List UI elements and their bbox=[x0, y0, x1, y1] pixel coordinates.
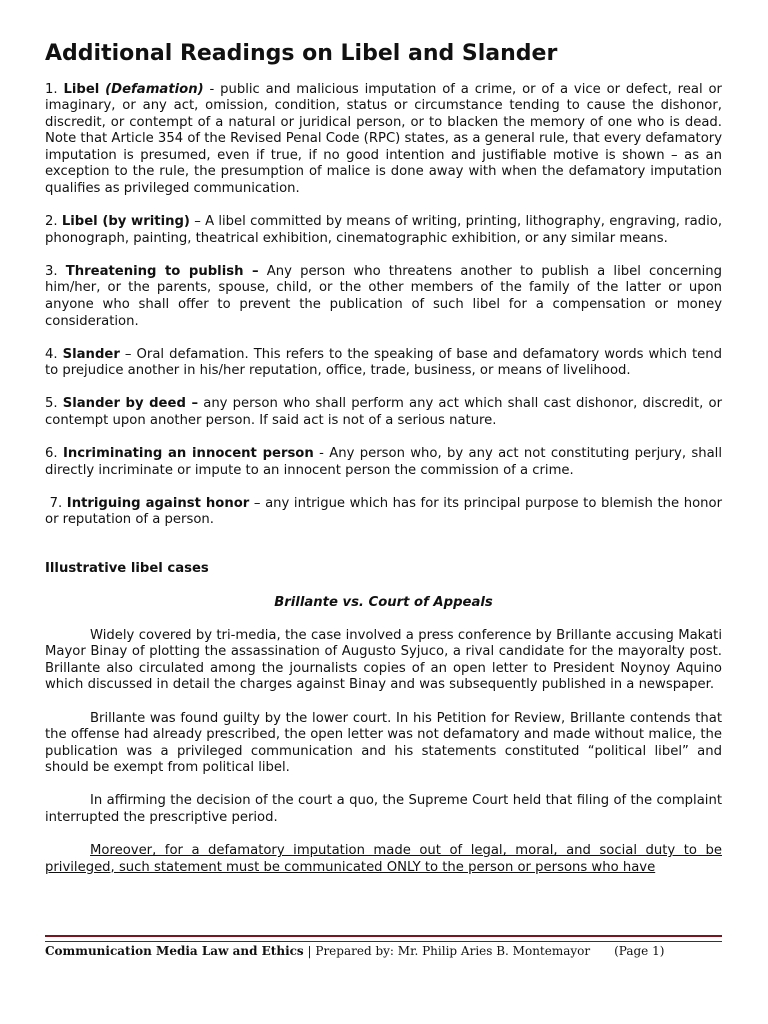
definition-item bbox=[45, 82, 722, 198]
footer-separator: | bbox=[303, 944, 316, 958]
document-page bbox=[45, 40, 722, 893]
page-footer bbox=[45, 944, 722, 958]
footer-divider bbox=[45, 935, 722, 942]
definition-separator: - bbox=[313, 446, 330, 462]
definition-text: public and malicious imputation of a crime, or of a vice or defect, real or imaginary, or any act, omission, condition, status or circumstance tending to cause the dishonor, discredit, or contempt of a natural or juridical person, or to blacken the memory of one who is dead. Note that Article 354 of the Revised Penal Code (RPC) states, as a general rule, that every defamatory imputation is presumed, even if true, if no good intention and justifiable motive is shown – as an exception to the rule, the presumption of malice is done away with when the defamatory imputation qualifies as privileged communication. bbox=[45, 81, 722, 197]
definitions-list bbox=[45, 82, 722, 529]
definition-text: Any person who, by any act not constituting perjury, shall directly incriminate or impute to an innocent person the commission of a crime. bbox=[45, 446, 722, 478]
definition-text: any intrigue which has for its principal purpose to blemish the honor or reputation of a person. bbox=[45, 495, 723, 528]
definition-number: 2. bbox=[45, 214, 58, 230]
case-paragraph: Widely covered by tri-media, the case involved a press conference by Brillante accusing Makati Mayor Binay of plotting the assassination of Augusto Syjuco, a rival candidate for the mayoralty post. Brillante also circulated among the journalists copies of an open letter to President Noynoy Aquino which discussed in detail the charges against Binay and was subsequently published in a newspaper. bbox=[45, 627, 722, 693]
definition-item bbox=[45, 496, 722, 529]
definition-item bbox=[45, 446, 722, 479]
definition-item bbox=[45, 264, 722, 330]
page-title: Additional Readings on Libel and Slander bbox=[45, 41, 558, 66]
definition-text: A libel committed by means of writing, printing, lithography, engraving, radio, phonograph, painting, theatrical exhibition, cinematographic exhibition, or any similar means. bbox=[45, 214, 723, 246]
definition-number: 7. bbox=[45, 495, 67, 511]
definition-number: 5. bbox=[45, 396, 58, 412]
definition-term: Libel (by writing) bbox=[61, 214, 190, 230]
definition-term: Incriminating an innocent person bbox=[62, 446, 314, 462]
definition-term: Slander by deed – bbox=[62, 396, 199, 412]
footer-prepared-by: Prepared by: Mr. Philip Aries B. Montemayor bbox=[315, 944, 591, 958]
definition-number: 6. bbox=[45, 446, 58, 462]
definition-term: Slander bbox=[62, 346, 120, 362]
definition-item bbox=[45, 347, 722, 380]
definition-separator: - bbox=[203, 81, 221, 97]
definition-number: 1. bbox=[45, 81, 58, 97]
definition-separator: – bbox=[249, 495, 266, 511]
section-heading: Illustrative libel cases bbox=[45, 560, 209, 576]
definition-separator: – bbox=[119, 346, 137, 362]
footer-page-number: (Page 1) bbox=[614, 944, 665, 958]
case-paragraph: Brillante was found guilty by the lower court. In his Petition for Review, Brillante contends that the offense had already prescribed, the open letter was not defamatory and made without malice, the publication was a privileged communication and his statements constituted “political libel” and should be exempt from political libel. bbox=[45, 710, 722, 776]
definition-term: Intriguing against honor bbox=[66, 495, 250, 511]
definition-term: Threatening to publish – bbox=[65, 263, 259, 279]
definition-item bbox=[45, 214, 722, 247]
definition-number: 3. bbox=[45, 263, 58, 279]
definition-text: Any person who threatens another to publish a libel concerning him/her, or the parents, spouse, child, or the other members of the family of the latter or upon anyone who shall offer to prevent the publication of such libel for a compensation or money consideration. bbox=[45, 263, 722, 329]
definition-item bbox=[45, 396, 722, 429]
underlined-text: Moreover, for a defamatory imputation made out of legal, moral, and social duty to be privileged, such statement must be communicated ONLY to the person or persons who have bbox=[45, 843, 722, 875]
footer-course: Communication Media Law and Ethics bbox=[45, 944, 304, 958]
case-title: Brillante vs. Court of Appeals bbox=[274, 594, 493, 610]
definition-separator: – bbox=[189, 214, 206, 230]
definition-separator bbox=[259, 264, 267, 279]
definition-term-extra: (Defamation) bbox=[105, 81, 204, 97]
case-paragraph-underlined bbox=[45, 843, 722, 876]
definition-text: Oral defamation. This refers to the speaking of base and defamatory words which tend to prejudice another in his/her reputation, office, trade, business, or means of livelihood. bbox=[45, 346, 722, 379]
definition-text: any person who shall perform any act which shall cast dishonor, discredit, or contempt upon another person. If said act is not of a serious nature. bbox=[45, 396, 722, 428]
definition-number: 4. bbox=[45, 346, 58, 362]
definition-term: Libel bbox=[63, 81, 100, 97]
case-paragraph: In affirming the decision of the court a quo, the Supreme Court held that filing of the complaint interrupted the prescriptive period. bbox=[45, 793, 722, 825]
